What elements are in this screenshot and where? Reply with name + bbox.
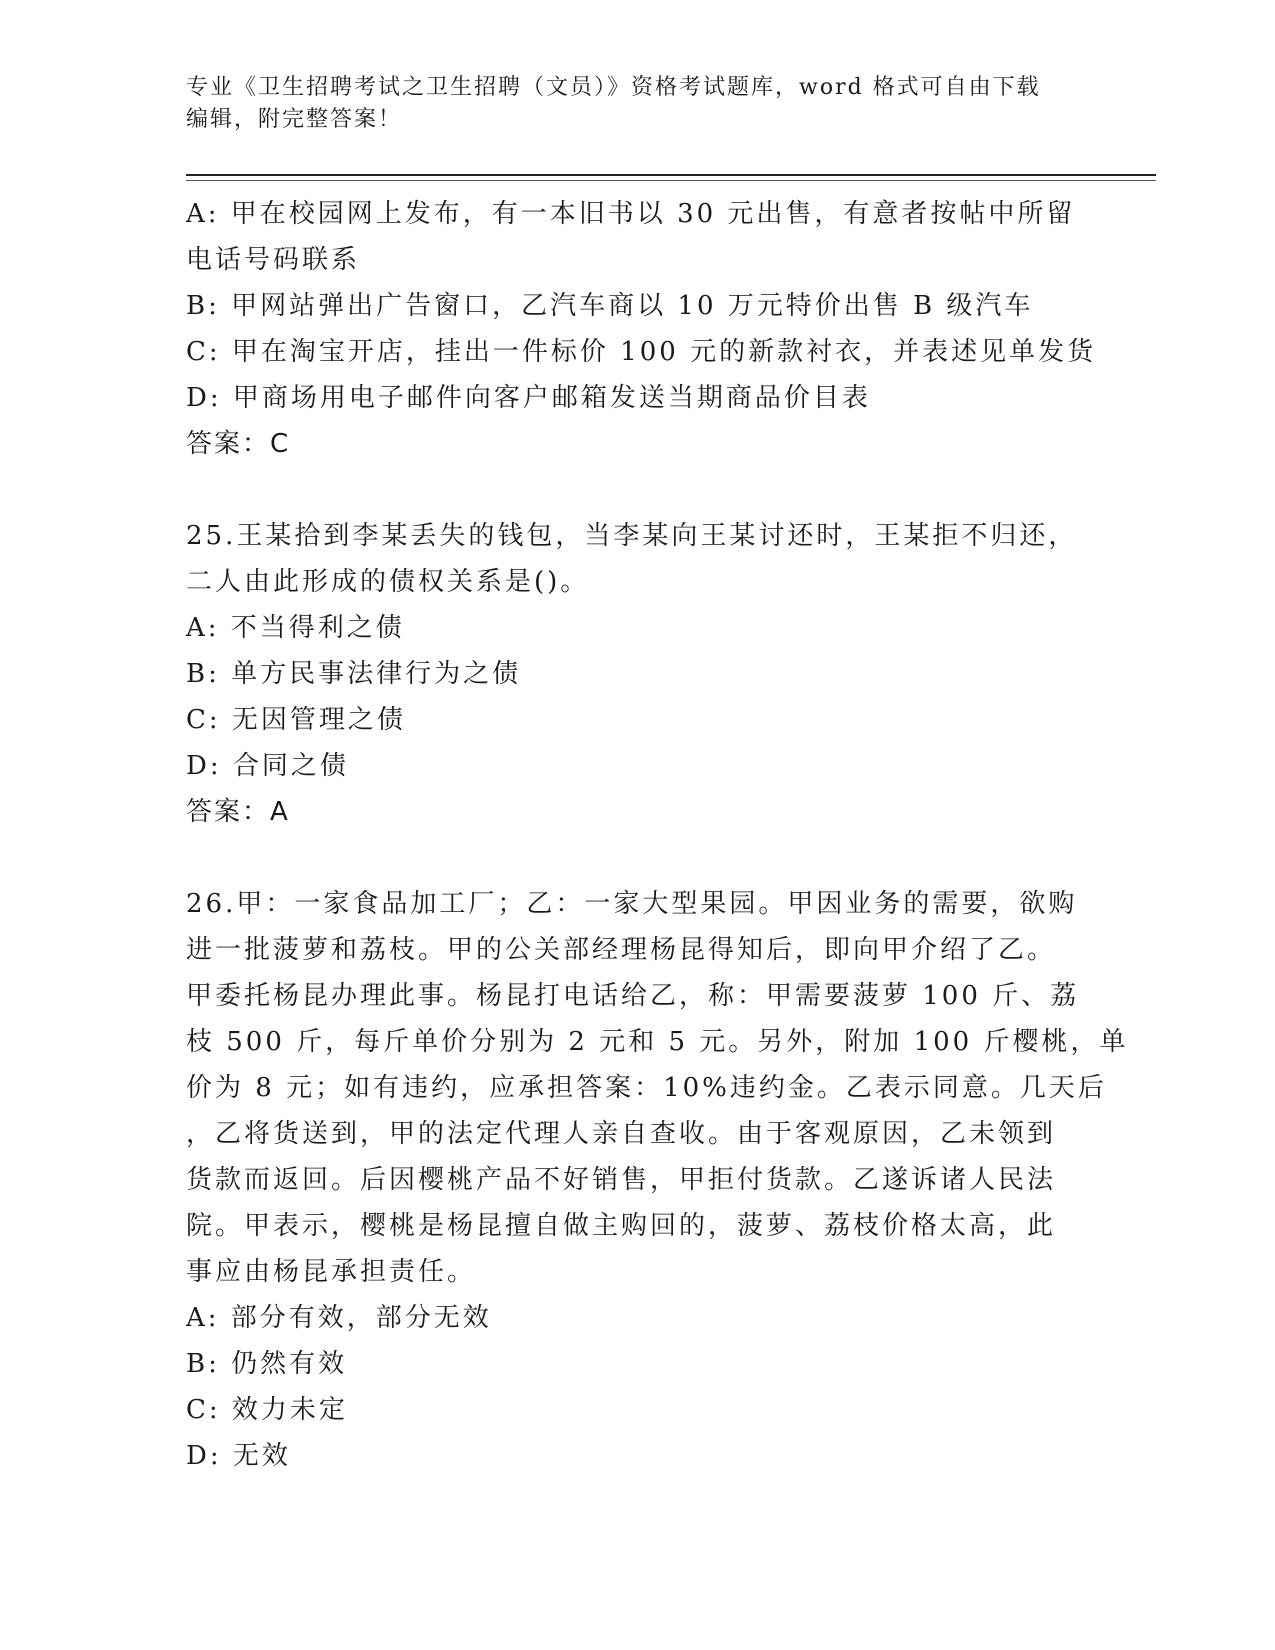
question-stem-line: 进一批菠萝和荔枝。甲的公关部经理杨昆得知后，即向甲介绍了乙。 (186, 935, 1057, 965)
question-stem-line: 26.甲：一家食品加工厂；乙：一家大型果园。甲因业务的需要，欲购 (186, 889, 1078, 919)
header-rule-thin (186, 180, 1156, 181)
option-a: A: 部分有效，部分无效 (186, 1303, 492, 1333)
question-24 (186, 191, 1097, 467)
option-a-continued: 电话号码联系 (186, 245, 361, 275)
question-stem-line: 院。甲表示，樱桃是杨昆擅自做主购回的，菠萝、荔枝价格太高，此 (186, 1211, 1057, 1241)
option-c: C: 无因管理之债 (186, 705, 406, 735)
question-stem-line: 价为 8 元；如有违约，应承担答案：10%违约金。乙表示同意。几天后 (186, 1073, 1107, 1103)
question-25 (186, 513, 1078, 835)
question-stem: 25.王某拾到李某丢失的钱包，当李某向王某讨还时，王某拒不归还， (186, 521, 1078, 551)
question-stem-continued: 二人由此形成的债权关系是()。 (186, 567, 590, 597)
document-body (186, 191, 1129, 1479)
option-a: A: 不当得利之债 (186, 613, 405, 643)
option-d: D: 合同之债 (186, 751, 349, 781)
option-c: C: 甲在淘宝开店，挂出一件标价 100 元的新款衬衣，并表述见单发货 (186, 337, 1097, 367)
answer: 答案：A (186, 797, 290, 827)
option-c: C: 效力未定 (186, 1395, 348, 1425)
option-b: B: 仍然有效 (186, 1349, 348, 1379)
option-a: A: 甲在校园网上发布，有一本旧书以 30 元出售，有意者按帖中所留 (186, 199, 1076, 229)
question-stem-line: 货款而返回。后因樱桃产品不好销售，甲拒付货款。乙遂诉诸人民法 (186, 1165, 1057, 1195)
question-stem-line: ，乙将货送到，甲的法定代理人亲自查收。由于客观原因，乙未领到 (186, 1119, 1057, 1149)
document-header (186, 72, 1066, 136)
question-stem-line: 事应由杨昆承担责任。 (186, 1257, 477, 1287)
spacer (186, 835, 1066, 881)
option-d: D: 甲商场用电子邮件向客户邮箱发送当期商品价目表 (186, 383, 871, 413)
question-stem-line: 甲委托杨昆办理此事。杨昆打电话给乙，称：甲需要菠萝 100 斤、荔 (186, 981, 1080, 1011)
header-line-1: 专业《卫生招聘考试之卫生招聘（文员）》资格考试题库，word 格式可自由下载 (186, 75, 1041, 100)
question-26 (186, 881, 1129, 1479)
option-b: B: 单方民事法律行为之债 (186, 659, 522, 689)
header-line-2: 编辑，附完整答案！ (186, 107, 403, 132)
option-d: D: 无效 (186, 1441, 291, 1471)
question-stem-line: 枝 500 斤，每斤单价分别为 2 元和 5 元。另外，附加 100 斤樱桃，单 (186, 1027, 1129, 1057)
answer: 答案：C (186, 429, 291, 459)
header-rule-thick (186, 174, 1156, 176)
spacer (186, 467, 1066, 513)
option-b: B: 甲网站弹出广告窗口，乙汽车商以 10 万元特价出售 B 级汽车 (186, 291, 1034, 321)
